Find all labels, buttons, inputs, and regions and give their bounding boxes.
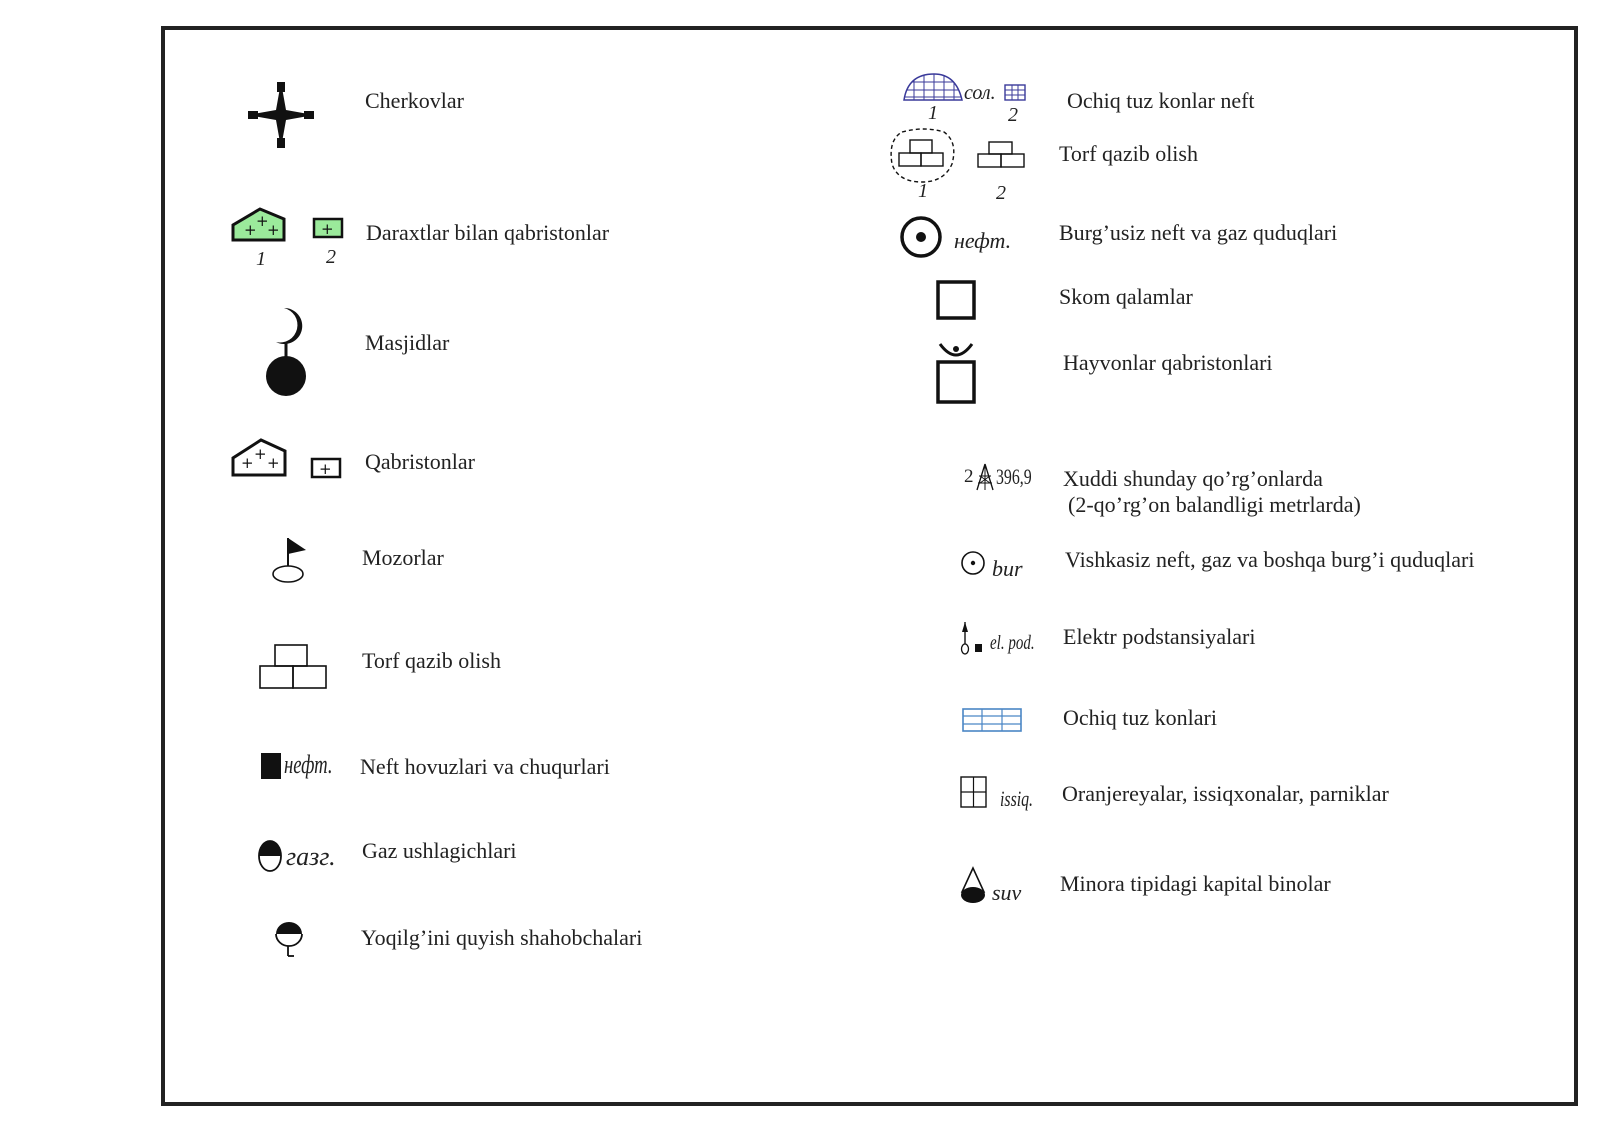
cemetery-icon bbox=[230, 436, 350, 481]
legend-label-mozorlar: Mozorlar bbox=[362, 545, 444, 570]
svg-text:+: + bbox=[256, 212, 269, 230]
crescent-icon bbox=[262, 306, 312, 398]
substation-icon bbox=[960, 620, 986, 656]
legend-label-vishkasiz-neft: Vishkasiz neft, gaz va boshqa burg’i quduqlari bbox=[1065, 547, 1475, 572]
tower-mound-icon bbox=[974, 462, 996, 492]
legend-label-daraxtlar-bilan-qabristonlar: Daraxtlar bilan qabristonlar bbox=[366, 220, 610, 245]
gas-holder-icon bbox=[258, 838, 284, 874]
flag-grave-icon bbox=[272, 536, 316, 586]
legend-label-qorgon-balandligi: (2-qo’rg’on balandligi metrlarda) bbox=[1068, 492, 1361, 517]
legend-label-torf-qazib-olish-2: Torf qazib olish bbox=[1059, 141, 1198, 166]
small-well-icon bbox=[960, 550, 988, 578]
tower-building-tag: suv bbox=[992, 880, 1022, 905]
oil-well-icon bbox=[898, 214, 944, 260]
cross-icon bbox=[246, 80, 316, 150]
mound-height-tag: 396,9 bbox=[996, 464, 1032, 489]
variant-number-2: 2 bbox=[326, 246, 336, 268]
legend-label-ochiq-tuz-konlar-neft: Ochiq tuz konlar neft bbox=[1067, 88, 1255, 113]
variant-number-1: 1 bbox=[918, 180, 928, 202]
legend-label-hayvonlar-qabristonlari: Hayvonlar qabristonlari bbox=[1063, 350, 1273, 375]
salt-grid-small-icon bbox=[1004, 84, 1026, 102]
legend-label-oranjereyalar: Oranjereyalar, issiqxonalar, parniklar bbox=[1062, 781, 1389, 806]
peat-bricks-icon bbox=[258, 643, 330, 691]
svg-text:+: + bbox=[254, 445, 267, 463]
svg-text:+: + bbox=[319, 460, 332, 478]
svg-text:+: + bbox=[267, 454, 280, 472]
legend-label-minora-tipidagi: Minora tipidagi kapital binolar bbox=[1060, 871, 1331, 896]
legend-label-torf-qazib-olish: Torf qazib olish bbox=[362, 648, 501, 673]
peat-bricks-small-icon bbox=[976, 140, 1028, 170]
legend-label-neft-hovuzlari: Neft hovuzlari va chuqurlari bbox=[360, 754, 610, 779]
legend-label-masjidlar: Masjidlar bbox=[365, 330, 450, 355]
tree-cemetery-icon bbox=[230, 205, 350, 245]
legend-label-ochiq-tuz-konlari: Ochiq tuz konlari bbox=[1063, 705, 1217, 730]
salt-net-icon bbox=[902, 72, 964, 104]
animal-cemetery-icon bbox=[936, 340, 978, 406]
tower-building-icon bbox=[958, 866, 988, 906]
legend-label-qabristonlar: Qabristonlar bbox=[365, 449, 475, 474]
svg-text:+: + bbox=[267, 221, 280, 239]
legend-label-skom-qalamlar: Skom qalamlar bbox=[1059, 284, 1193, 309]
legend-label-gaz-ushlagichlari: Gaz ushlagichlari bbox=[362, 838, 517, 863]
legend-label-yoqilgini-quyish: Yoqilg’ini quyish shahobchalari bbox=[361, 925, 643, 950]
svg-text:+: + bbox=[244, 221, 257, 239]
svg-text:+: + bbox=[241, 454, 254, 472]
variant-number-2: 2 bbox=[1008, 104, 1018, 126]
legend-label-burgusiz-neft: Burg’usiz neft va gaz quduqlari bbox=[1059, 220, 1338, 245]
oil-pit-tag: нефт. bbox=[284, 750, 333, 779]
oil-pit-icon bbox=[260, 752, 284, 780]
salt-grid-icon bbox=[962, 708, 1024, 734]
variant-number-2: 2 bbox=[996, 182, 1006, 204]
small-well-tag: bur bbox=[992, 556, 1023, 581]
gas-holder-tag: газг. bbox=[286, 842, 336, 871]
substation-tag: el. pod. bbox=[990, 632, 1035, 654]
mound-number: 2 bbox=[964, 466, 974, 487]
peat-dashed-icon bbox=[888, 128, 960, 184]
fuel-station-icon bbox=[274, 920, 306, 958]
svg-text:+: + bbox=[321, 220, 334, 238]
legend-label-elektr-podstansiyalari: Elektr podstansiyalari bbox=[1063, 624, 1256, 649]
greenhouse-tag: issiq. bbox=[1000, 786, 1034, 811]
oil-well-tag: нефт. bbox=[954, 228, 1012, 253]
legend-label-xuddi-shunday: Xuddi shunday qo’rg’onlarda bbox=[1063, 466, 1323, 491]
variant-number-1: 1 bbox=[928, 102, 938, 124]
legend-label-cherkovlar: Cherkovlar bbox=[365, 88, 464, 113]
square-icon bbox=[936, 280, 978, 322]
variant-number-1: 1 bbox=[256, 248, 266, 270]
greenhouse-icon bbox=[960, 776, 990, 810]
salt-net-tag: сол. bbox=[964, 82, 996, 104]
